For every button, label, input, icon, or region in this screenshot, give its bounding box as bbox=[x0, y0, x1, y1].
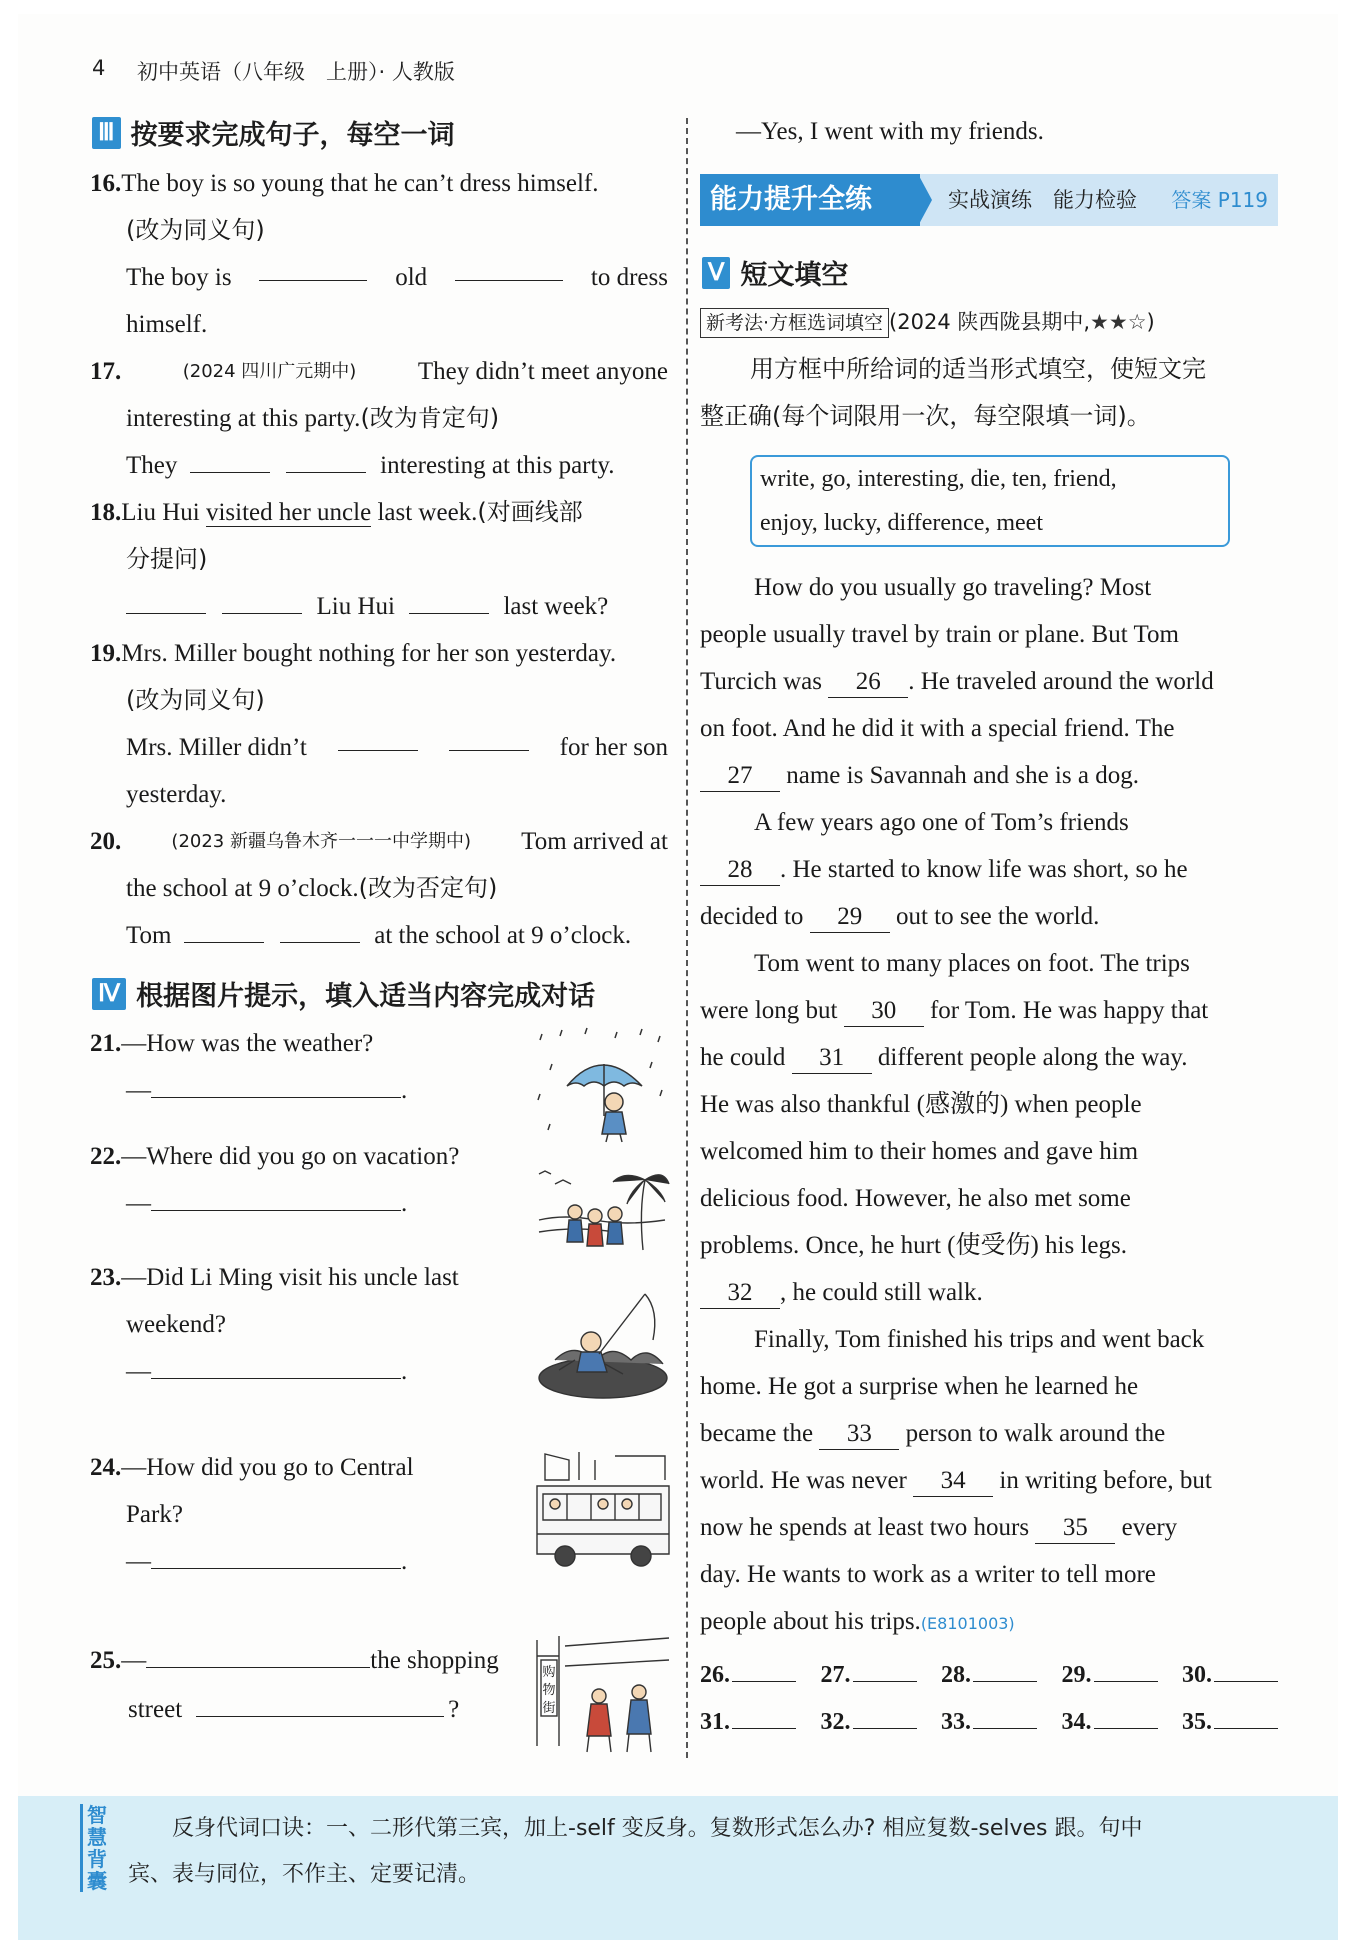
answer-number: 33. bbox=[941, 1709, 971, 1735]
q17-line2 bbox=[126, 395, 499, 442]
q25-line2 bbox=[128, 1686, 459, 1733]
blank-31[interactable]: 31 bbox=[792, 1043, 872, 1074]
q23-blank[interactable] bbox=[151, 1352, 401, 1379]
answer-number: 32. bbox=[820, 1709, 851, 1735]
q20-line2 bbox=[126, 865, 497, 912]
q19-blank-2[interactable] bbox=[449, 724, 529, 751]
resource-code[interactable]: (E8101003) bbox=[920, 1614, 1015, 1633]
q19-question bbox=[90, 630, 616, 677]
ability-banner bbox=[700, 174, 1278, 226]
q20-reply-continued: —Yes, I went with my friends. bbox=[736, 118, 1044, 145]
q18-a2: last week? bbox=[503, 593, 609, 620]
blank-34[interactable]: 34 bbox=[913, 1466, 993, 1497]
q20-a1: Tom bbox=[126, 922, 172, 949]
passage-text: . He traveled around the world bbox=[908, 668, 1214, 695]
q20-text: Tom arrived at bbox=[521, 828, 668, 855]
answer-blank[interactable] bbox=[732, 1702, 796, 1729]
answer-number: 34. bbox=[1061, 1709, 1092, 1735]
passage-line-21 bbox=[700, 1504, 1177, 1551]
q18-a1: Liu Hui bbox=[316, 593, 395, 620]
q16-a3: to dress bbox=[590, 264, 668, 291]
q25-number: 25. bbox=[90, 1647, 122, 1674]
q23-end: . bbox=[401, 1358, 408, 1385]
q17-source: (2024 四川广元期中) bbox=[182, 361, 357, 382]
q16-blank-2[interactable] bbox=[455, 254, 563, 281]
beach-picture bbox=[535, 1160, 671, 1260]
passage-text: different people along the way. bbox=[877, 1044, 1188, 1071]
q21-end: . bbox=[401, 1077, 408, 1104]
difficulty-stars-icon: ★★☆ bbox=[1090, 310, 1147, 334]
q21-blank[interactable] bbox=[151, 1071, 401, 1098]
answer-slot[interactable] bbox=[821, 1702, 917, 1736]
q17-number: 17. bbox=[90, 358, 122, 385]
answer-number: 30. bbox=[1182, 1662, 1212, 1688]
answer-number: 26. bbox=[700, 1662, 730, 1688]
banner-title: 能力提升全练 bbox=[700, 174, 920, 226]
answer-blank[interactable] bbox=[853, 1655, 917, 1682]
tip-line-1: 反身代词口诀：一、二形代第三宾，加上-self 变反身。复数形式怎么办? 相应复数-selves 跟。句中 bbox=[172, 1816, 1143, 1841]
q21-text: —How was the weather? bbox=[121, 1030, 374, 1057]
q18-blank-1[interactable] bbox=[126, 587, 206, 614]
passage-line-19 bbox=[700, 1410, 1165, 1457]
q22-end: . bbox=[401, 1190, 408, 1217]
q22-dash: — bbox=[126, 1190, 151, 1217]
q18-answer-line bbox=[126, 583, 608, 630]
passage-text: were long but bbox=[700, 997, 838, 1024]
shopping-sign-char-1: 购 bbox=[542, 1665, 556, 1680]
passage-line-23 bbox=[700, 1598, 1015, 1647]
q20-number: 20. bbox=[90, 828, 122, 855]
q23-answer-line bbox=[126, 1348, 407, 1395]
passage-text: became the bbox=[700, 1420, 814, 1447]
q17-blank-2[interactable] bbox=[286, 446, 366, 473]
section-5-title: 短文填空 bbox=[740, 260, 849, 291]
passage-line-20 bbox=[700, 1457, 1212, 1504]
answer-number: 29. bbox=[1061, 1662, 1092, 1688]
passage-text: person to walk around the bbox=[905, 1420, 1166, 1447]
passage-text: decided to bbox=[700, 903, 804, 930]
passage-line-15: problems. Once, he hurt (使受伤) his legs. bbox=[700, 1232, 1128, 1259]
word-box-content bbox=[760, 457, 1117, 545]
q16-a4: himself. bbox=[126, 311, 208, 338]
tip-line-2: 宾、表与同位，不作主、定要记清。 bbox=[128, 1862, 481, 1887]
tip-box bbox=[18, 1796, 1338, 1940]
q18-t1: Liu Hui bbox=[121, 499, 200, 526]
blank-26[interactable]: 26 bbox=[828, 667, 908, 698]
q17-text2: interesting at this party. bbox=[126, 405, 361, 432]
answer-slot[interactable] bbox=[700, 1655, 796, 1689]
q25-blank-1[interactable] bbox=[146, 1641, 370, 1668]
answer-slot[interactable] bbox=[1182, 1702, 1278, 1736]
q18-question bbox=[90, 489, 583, 536]
passage-text: he could bbox=[700, 1044, 786, 1071]
blank-35[interactable]: 35 bbox=[1035, 1513, 1115, 1544]
tip-label: 智 慧 背 囊 bbox=[80, 1804, 111, 1892]
q17-instruction: (改为肯定句) bbox=[360, 404, 500, 432]
q22-blank[interactable] bbox=[151, 1184, 401, 1211]
answer-blank[interactable] bbox=[853, 1702, 917, 1729]
word-box-line-1: write, go, interesting, die, ten, friend, bbox=[760, 466, 1117, 492]
passage-line-4: on foot. And he did it with a special friend. The bbox=[700, 715, 1175, 742]
passage-line-3 bbox=[700, 658, 1214, 705]
passage-line-7 bbox=[700, 846, 1188, 893]
q21-number: 21. bbox=[90, 1030, 122, 1057]
shopping-street-picture bbox=[535, 1636, 671, 1756]
answer-blank[interactable] bbox=[973, 1655, 1037, 1682]
q17-question bbox=[90, 348, 668, 395]
q24-dash: — bbox=[126, 1548, 151, 1575]
q18-instruction-2: 分提问) bbox=[126, 545, 208, 573]
task-source: (2024 陕西陇县期中, bbox=[889, 310, 1091, 334]
passage-line-6: A few years ago one of Tom’s friends bbox=[754, 809, 1129, 836]
q16-blank-1[interactable] bbox=[259, 254, 367, 281]
q22-text: —Where did you go on vacation? bbox=[121, 1143, 460, 1170]
passage-text: for Tom. He was happy that bbox=[929, 997, 1209, 1024]
q24-question bbox=[90, 1444, 520, 1491]
q16-text: The boy is so young that he can’t dress himself. bbox=[121, 170, 599, 197]
passage-text: out to see the world. bbox=[895, 903, 1100, 930]
q16-a2: old bbox=[395, 264, 428, 291]
section-4-numeral: Ⅳ bbox=[92, 978, 126, 1010]
answer-blank[interactable] bbox=[1094, 1655, 1158, 1682]
task-instruction-2: 整正确(每个词限用一次，每空限填一词)。 bbox=[700, 402, 1151, 430]
q16-a1: The boy is bbox=[126, 264, 232, 291]
q19-a2: for her son bbox=[559, 734, 668, 761]
passage-line-12: He was also thankful (感激的) when people bbox=[700, 1091, 1142, 1118]
answer-row-2 bbox=[700, 1702, 1278, 1736]
q25-blank-2[interactable] bbox=[196, 1690, 444, 1717]
q25-mid: the shopping bbox=[370, 1647, 499, 1674]
q16-answer-line bbox=[126, 254, 668, 301]
passage-line-1 bbox=[754, 564, 1278, 611]
answer-slot[interactable] bbox=[700, 1702, 796, 1736]
answer-blank[interactable] bbox=[1214, 1655, 1278, 1682]
q16-number: 16. bbox=[90, 170, 122, 197]
bus-picture bbox=[535, 1450, 671, 1570]
rain-umbrella-picture bbox=[532, 1024, 672, 1144]
task-source-end: ) bbox=[1146, 310, 1155, 334]
answer-number: 31. bbox=[700, 1709, 730, 1735]
passage-line-14: delicious food. However, he also met some bbox=[700, 1185, 1131, 1212]
blank-32[interactable]: 32 bbox=[700, 1278, 780, 1309]
q18-number: 18. bbox=[90, 499, 122, 526]
section-5-numeral: Ⅴ bbox=[702, 257, 730, 289]
word-box-line-2: enjoy, lucky, difference, meet bbox=[760, 510, 1043, 536]
passage-text: now he spends at least two hours bbox=[700, 1514, 1030, 1541]
passage-text: Turcich was bbox=[700, 668, 822, 695]
section-4-title: 根据图片提示，填入适当内容完成对话 bbox=[136, 981, 596, 1012]
q20-blank-2[interactable] bbox=[280, 916, 360, 943]
passage-text: name is Savannah and she is a dog. bbox=[786, 762, 1139, 789]
q18-t3: last week. bbox=[377, 499, 478, 526]
q21-question bbox=[90, 1020, 373, 1067]
blank-30[interactable]: 30 bbox=[844, 996, 924, 1027]
passage-line-5 bbox=[700, 752, 1139, 799]
passage-text: . He started to know life was short, so he bbox=[780, 856, 1188, 883]
q24-number: 24. bbox=[90, 1454, 122, 1481]
task-instruction-1: 用方框中所给词的适当形式填空，使短文完 bbox=[750, 355, 1206, 383]
q21-answer-line bbox=[126, 1067, 407, 1114]
task-tag: 新考法·方框选词填空 bbox=[700, 308, 889, 338]
answer-blank[interactable] bbox=[732, 1655, 796, 1682]
answer-number: 27. bbox=[820, 1662, 851, 1688]
q19-a3: yesterday. bbox=[126, 781, 227, 808]
q25-dash: — bbox=[121, 1647, 147, 1674]
q22-question bbox=[90, 1133, 459, 1180]
q22-number: 22. bbox=[90, 1143, 122, 1170]
q19-number: 19. bbox=[90, 640, 122, 667]
q24-answer-line bbox=[126, 1538, 407, 1585]
tip-text bbox=[128, 1806, 1308, 1898]
passage-line-2: people usually travel by train or plane. But Tom bbox=[700, 621, 1179, 648]
passage-line-13: welcomed him to their homes and gave him bbox=[700, 1138, 1139, 1165]
q25-question bbox=[90, 1637, 499, 1684]
q24-blank[interactable] bbox=[151, 1542, 401, 1569]
q18-blank-3[interactable] bbox=[409, 587, 489, 614]
q20-text2: the school at 9 o’clock. bbox=[126, 875, 359, 902]
answer-slot[interactable] bbox=[1062, 1655, 1158, 1689]
section-3-heading bbox=[92, 113, 455, 152]
column-divider bbox=[686, 118, 688, 1758]
q17-a2: interesting at this party. bbox=[380, 452, 615, 479]
answer-slot[interactable] bbox=[1182, 1655, 1278, 1689]
q20-a2: at the school at 9 o’clock. bbox=[374, 922, 632, 949]
q24-end: . bbox=[401, 1548, 408, 1575]
banner-arrow-icon bbox=[918, 174, 932, 226]
q19-answer-line bbox=[126, 724, 668, 771]
q19-a1: Mrs. Miller didn’t bbox=[126, 734, 307, 761]
blank-33[interactable]: 33 bbox=[819, 1419, 899, 1450]
fishing-picture bbox=[535, 1280, 671, 1400]
passage-line-22: day. He wants to work as a writer to tell more bbox=[700, 1561, 1156, 1588]
page-number: 4 bbox=[92, 56, 106, 80]
q20-question bbox=[90, 818, 668, 865]
blank-27[interactable]: 27 bbox=[700, 761, 780, 792]
q20-source: (2023 新疆乌鲁木齐一一一中学期中) bbox=[171, 831, 471, 852]
answer-blank[interactable] bbox=[973, 1702, 1037, 1729]
q18-blank-2[interactable] bbox=[222, 587, 302, 614]
q23-dash: — bbox=[126, 1358, 151, 1385]
q25-end: ? bbox=[448, 1696, 460, 1723]
q17-answer-line bbox=[126, 442, 615, 489]
q23-number: 23. bbox=[90, 1264, 122, 1291]
q17-blank-1[interactable] bbox=[190, 446, 270, 473]
passage-line-17: Finally, Tom finished his trips and went back bbox=[754, 1326, 1205, 1353]
answer-slot[interactable] bbox=[1062, 1702, 1158, 1736]
q18-instruction: (对画线部 bbox=[477, 498, 583, 526]
q17-text: They didn’t meet anyone bbox=[417, 358, 668, 385]
q23-text: —Did Li Ming visit his uncle last bbox=[121, 1264, 459, 1291]
passage-line-11 bbox=[700, 1034, 1188, 1081]
answer-number: 28. bbox=[941, 1662, 971, 1688]
answer-number: 35. bbox=[1182, 1709, 1212, 1735]
q20-answer-line bbox=[126, 912, 631, 959]
q23-text2: weekend? bbox=[126, 1311, 226, 1338]
q22-answer-line bbox=[126, 1180, 407, 1227]
passage-line-16 bbox=[700, 1269, 983, 1316]
passage-line-9: Tom went to many places on foot. The trips bbox=[754, 950, 1190, 977]
shopping-sign-char-2: 物 bbox=[542, 1683, 556, 1698]
answer-slot[interactable] bbox=[821, 1655, 917, 1689]
q19-instruction: (改为同义句) bbox=[126, 686, 265, 714]
q19-text: Mrs. Miller bought nothing for her son yesterday. bbox=[121, 640, 617, 667]
answer-slot[interactable] bbox=[941, 1655, 1037, 1689]
q16-question bbox=[90, 160, 668, 207]
passage-text: every bbox=[1121, 1514, 1178, 1541]
shopping-sign-char-3: 街 bbox=[542, 1701, 556, 1716]
passage-text: people about his trips. bbox=[700, 1608, 921, 1635]
answer-row-1 bbox=[700, 1655, 1278, 1689]
banner-answer-ref[interactable]: 答案 P119 bbox=[1171, 188, 1268, 212]
q24-text2: Park? bbox=[126, 1501, 183, 1528]
page-header-title: 初中英语（八年级 上册）· 人教版 bbox=[137, 60, 455, 84]
passage-text: world. He was never bbox=[700, 1467, 907, 1494]
passage-text: , he could still walk. bbox=[780, 1279, 983, 1306]
q16-instruction: (改为同义句) bbox=[126, 216, 265, 244]
passage-text: How do you usually go traveling? Most bbox=[754, 574, 1152, 601]
section-5-heading bbox=[702, 253, 848, 292]
section-4-heading bbox=[92, 974, 595, 1013]
passage-line-18: home. He got a surprise when he learned he bbox=[700, 1373, 1139, 1400]
passage-text: in writing before, but bbox=[999, 1467, 1212, 1494]
answer-slot[interactable] bbox=[941, 1702, 1037, 1736]
answer-blank[interactable] bbox=[1094, 1702, 1158, 1729]
q21-dash: — bbox=[126, 1077, 151, 1104]
section-3-title: 按要求完成句子，每空一词 bbox=[130, 120, 455, 151]
passage-line-8 bbox=[700, 893, 1099, 940]
banner-subtitle: 实战演练 能力检验 bbox=[948, 188, 1137, 212]
blank-29[interactable]: 29 bbox=[810, 902, 890, 933]
q17-a1: They bbox=[126, 452, 178, 479]
q20-instruction: (改为否定句) bbox=[358, 874, 498, 902]
task-meta bbox=[700, 306, 1155, 338]
passage-line-10 bbox=[700, 987, 1208, 1034]
q20-blank-1[interactable] bbox=[184, 916, 264, 943]
q19-blank-1[interactable] bbox=[338, 724, 418, 751]
section-3-numeral: Ⅲ bbox=[92, 117, 121, 149]
q18-underlined: visited her uncle bbox=[205, 499, 372, 526]
answer-blank[interactable] bbox=[1214, 1702, 1278, 1729]
q23-question bbox=[90, 1254, 459, 1301]
q24-text: —How did you go to Central bbox=[121, 1454, 414, 1481]
blank-28[interactable]: 28 bbox=[700, 855, 780, 886]
q25-line2-text: street bbox=[128, 1696, 183, 1723]
